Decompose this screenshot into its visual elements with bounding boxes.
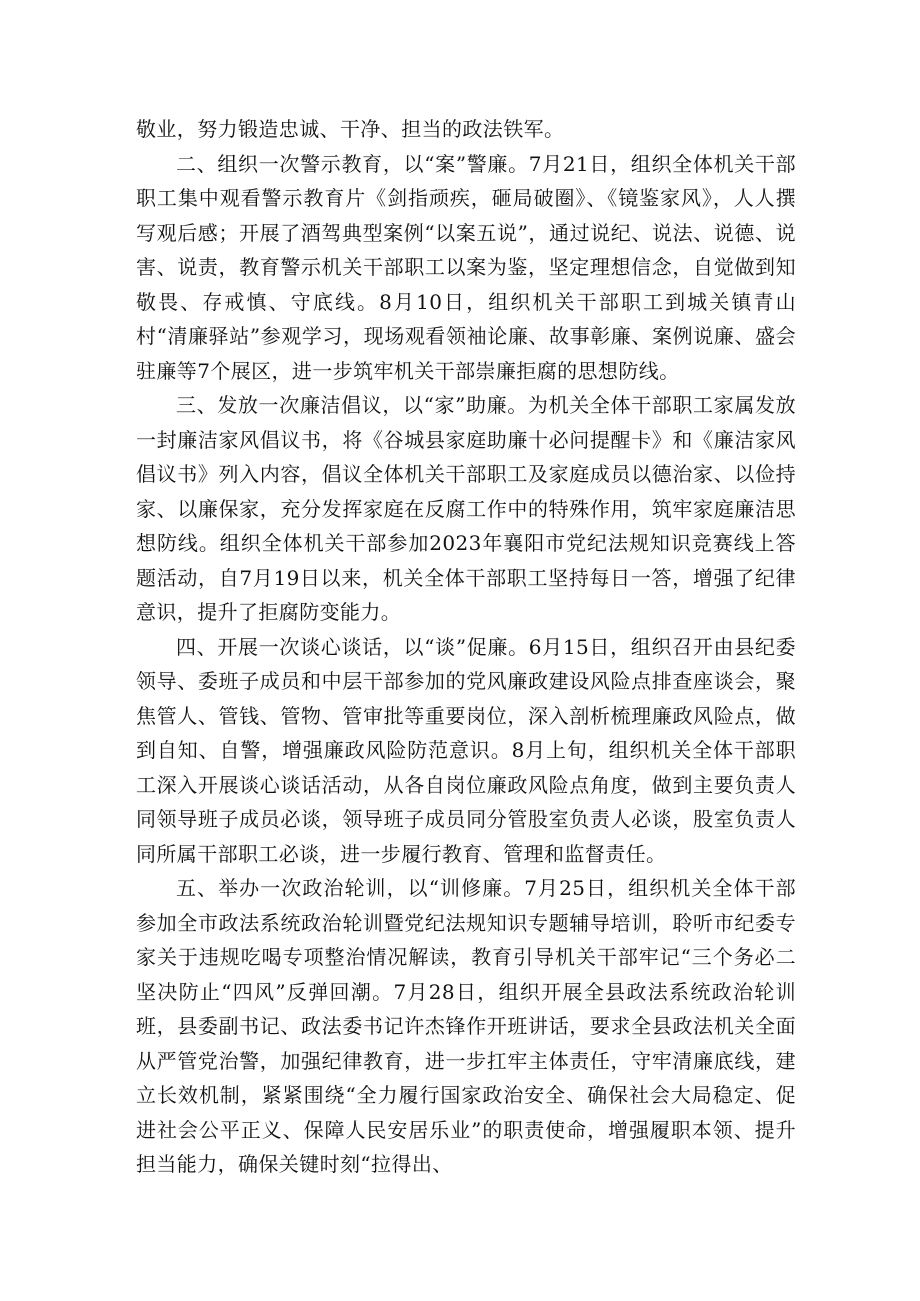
- paragraph-integrity-proposal: 三、发放一次廉洁倡议，以“家”助廉。为机关全体干部职工家属发放一封廉洁家风倡议书，将《谷城县家庭助廉十必问提醒卡》和《廉洁家风倡议书》列入内容，倡议全体机关干部职工及家庭成员以德治家、以俭持家、以廉保家，充分发挥家庭在反腐工作中的特殊作用，筑牢家庭廉洁思想防线。组织全体机关干部参加2023年襄阳市党纪法规知识竞赛线上答题活动，自7月19日以来，机关全体干部职工坚持每日一答，增强了纪律意识，提升了拒腐防变能力。: [136, 393, 796, 624]
- paragraph-warning-education: 二、组织一次警示教育，以“案”警廉。7月21日，组织全体机关干部职工集中观看警示教育片《剑指顽疾，砸局破圈》、《镜鉴家风》，人人撰写观后感；开展了酒驾典型案例“以案五说”，通过说纪、说法、说德、说害、说责，教育警示机关干部职工以案为鉴，坚定理想信念，自觉做到知敬畏、存戒慎、守底线。8月10日，组织机关干部职工到城关镇青山村“清廉驿站”参观学习，现场观看领袖论廉、故事彰廉、案例说廉、盛会驻廉等7个展区，进一步筑牢机关干部崇廉拒腐的思想防线。: [136, 151, 796, 383]
- paragraph-heart-to-heart-talk: 四、开展一次谈心谈话，以“谈”促廉。6月15日，组织召开由县纪委领导、委班子成员和中层干部参加的党风廉政建设风险点排查座谈会，聚焦管人、管钱、管物、管审批等重要岗位，深入剖析梳理廉政风险点，做到自知、自警，增强廉政风险防范意识。8月上旬，组织机关全体干部职工深入开展谈心谈话活动，从各自岗位廉政风险点角度，做到主要负责人同领导班子成员必谈，领导班子成员同分管股室负责人必谈，股室负责人同所属干部职工必谈，进一步履行教育、管理和监督责任。: [136, 634, 796, 866]
- document-body: [136, 112, 796, 1182]
- paragraph-political-training: 五、举办一次政治轮训，以“训修廉。7月25日，组织机关全体干部参加全市政法系统政治轮训暨党纪法规知识专题辅导培训，聆听市纪委专家关于违规吃喝专项整治情况解读，教育引导机关干部牢记“三个务必二坚决防止“四风”反弹回潮。7月28日，组织开展全县政法系统政治轮训班，县委副书记、政法委书记许杰锋作开班讲话，要求全县政法机关全面从严管党治警，加强纪律教育，进一步扛牢主体责任，守牢清廉底线，建立长效机制，紧紧围绕“全力履行国家政治安全、确保社会大局稳定、促进社会公平正义、保障人民安居乐业”的职责使命，增强履职本领、提升担当能力，确保关键时刻“拉得出、: [136, 876, 796, 1176]
- paragraph-continuation: 敬业，努力锻造忠诚、干净、担当的政法铁军。: [136, 117, 565, 141]
